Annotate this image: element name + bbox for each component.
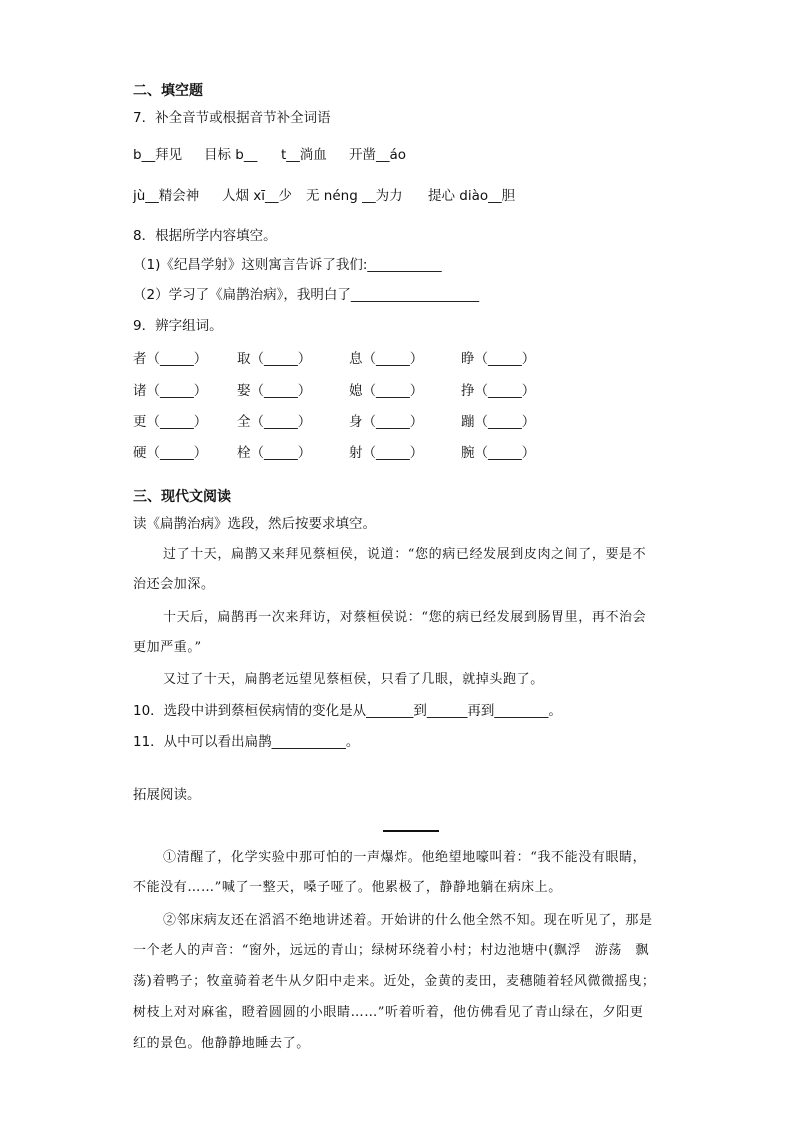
q9-cell: 全（_____）: [237, 414, 312, 430]
section2-title: 二、填空题: [133, 83, 203, 99]
extended-line: 一个老人的声音：“窗外，远远的青山；绿树环绕着小村；村边池塘中(飘浮 游荡 飘: [133, 943, 650, 958]
passage-line: 更加严重。”: [133, 640, 202, 655]
extended-line: ②邻床病友还在滔滔不绝地讲述着。开始讲的什么他全然不知。现在听见了，那是: [163, 913, 653, 928]
extended-line: 红的景色。他静静地睡去了。: [133, 1036, 310, 1051]
extended-line: 不能没有……”喊了一整天，嗓子哑了。他累极了，静静地躺在病床上。: [133, 880, 562, 895]
q9-cell: 媳（_____）: [349, 383, 424, 399]
q7-row2-item4: 提心 diào__胆: [428, 188, 516, 204]
q9-cell: 挣（_____）: [461, 383, 536, 399]
q9-cell: 睁（_____）: [461, 351, 536, 367]
q9-cell: 更（_____）: [133, 414, 208, 430]
q8-title: 8．根据所学内容填空。: [133, 228, 277, 244]
q9-cell: 栓（_____）: [237, 445, 312, 461]
q11: 11．从中可以看出扁鹊___________。: [133, 734, 360, 750]
passage-line: 治还会加深。: [133, 577, 215, 592]
extended-line: 荡)着鸭子；牧童骑着老牛从夕阳中走来。近处，金黄的麦田，麦穗随着轻风微微摇曳；: [133, 974, 656, 989]
q9-cell: 取（_____）: [237, 351, 312, 367]
passage-line: 又过了十天，扁鹊老远望见蔡桓侯，只看了几眼，就掉头跑了。: [163, 672, 544, 687]
q9-cell: 射（_____）: [349, 445, 424, 461]
passage-line: 十天后，扁鹊再一次来拜访，对蔡桓侯说：“您的病已经发展到肠胃里，再不治会: [163, 610, 647, 625]
extended-title: 拓展阅读。: [133, 787, 201, 803]
title-divider: [383, 830, 439, 832]
q8-item1: （1)《纪昌学射》这则寓言告诉了我们:___________: [133, 257, 442, 273]
q7-row1-item1: b__拜见: [133, 147, 183, 163]
q7-row2-item2: 人烟 xī__少: [222, 188, 293, 204]
q9-cell: 硬（_____）: [133, 445, 208, 461]
q8-item2: （2）学习了《扁鹊治病》，我明白了___________________: [133, 287, 480, 303]
section3-intro: 读《扁鹊治病》选段，然后按要求填空。: [133, 516, 376, 532]
extended-line: ①清醒了，化学实验中那可怕的一声爆炸。他绝望地嚎叫着：“我不能没有眼睛，: [163, 850, 647, 865]
q10: 10．选段中讲到蔡桓侯病情的变化是从_______到______再到________。: [133, 703, 562, 719]
q9-cell: 蹦（_____）: [461, 414, 536, 430]
q9-title: 9．辨字组词。: [133, 318, 223, 334]
q9-cell: 身（_____）: [349, 414, 424, 430]
q9-cell: 者（_____）: [133, 351, 208, 367]
q7-row1-item2: 目标 b__: [204, 147, 258, 163]
q7-row2-item1: jù__精会神: [133, 188, 200, 204]
q7-title: 7．补全音节或根据音节补全词语: [133, 110, 331, 126]
q7-row1-item4: 开凿__áo: [349, 147, 407, 163]
q9-cell: 腕（_____）: [461, 445, 536, 461]
q9-cell: 息（_____）: [349, 351, 424, 367]
q9-cell: 诸（_____）: [133, 383, 208, 399]
extended-line: 树枝上对对麻雀，瞪着圆圆的小眼睛……”听着听着，他仿佛看见了青山绿在，夕阳更: [133, 1005, 644, 1020]
q7-row1-item3: t__淌血: [281, 147, 327, 163]
passage-line: 过了十天，扁鹊又来拜见蔡桓侯，说道：“您的病已经发展到皮肉之间了，要是不: [163, 547, 647, 562]
q7-row2-item3: 无 néng __为力: [306, 188, 403, 204]
section3-title: 三、现代文阅读: [133, 489, 231, 505]
q9-cell: 娶（_____）: [237, 383, 312, 399]
